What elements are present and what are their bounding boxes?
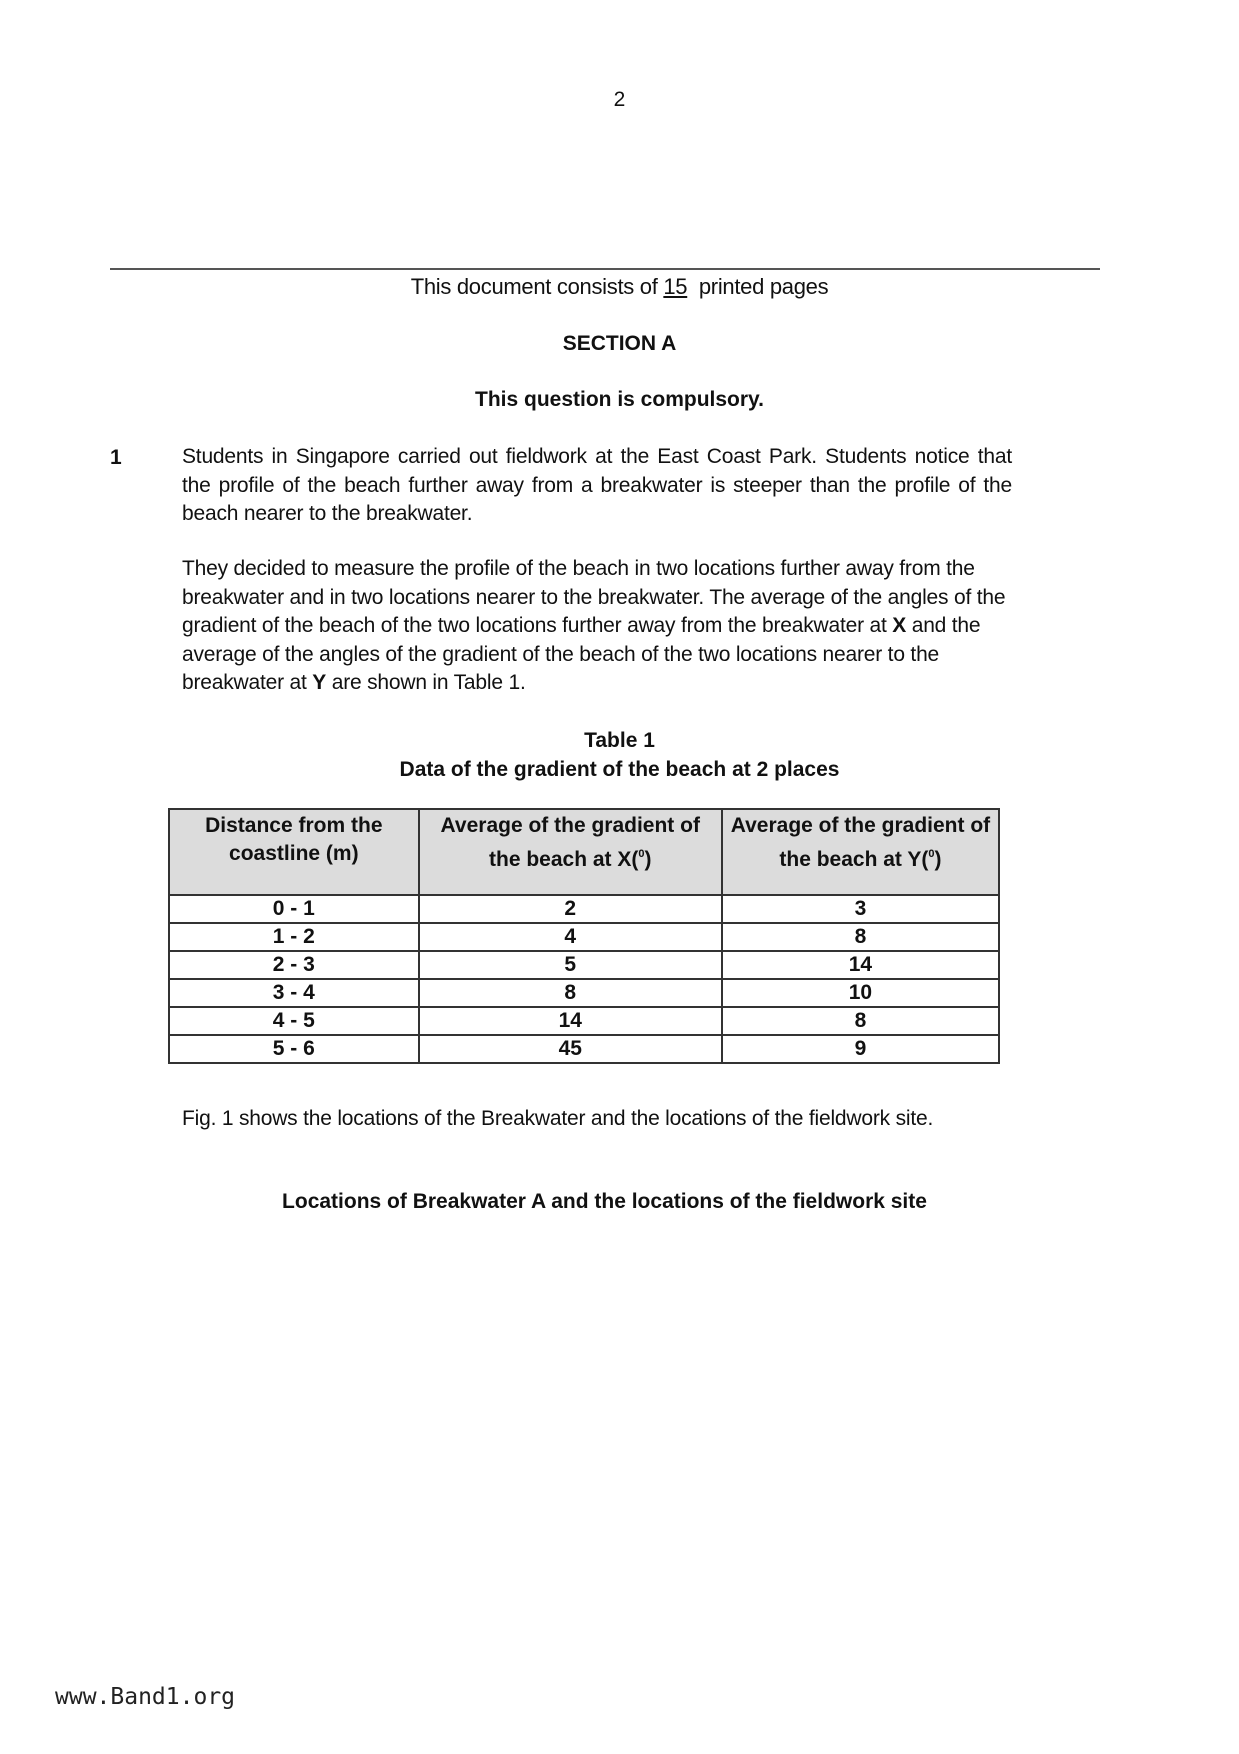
cell-gradient-x: 2 <box>419 895 722 923</box>
page-number: 2 <box>613 88 626 111</box>
cell-gradient-y: 8 <box>722 923 999 951</box>
cell-gradient-x: 4 <box>419 923 722 951</box>
table-row <box>169 1035 999 1063</box>
gradient-data-table <box>168 808 1000 1064</box>
header-close-paren: ) <box>934 848 942 871</box>
cell-gradient-y: 8 <box>722 1007 999 1035</box>
question-paragraph-3: Fig. 1 shows the locations of the Breakwater and the locations of the fieldwork site. <box>182 1107 934 1130</box>
paragraph-2-text-a: They decided to measure the profile of the beach in two locations further away from the breakwater and in two locations nearer to the breakwater. The average of the angles of the gradient of the beach of the two locations further away from the breakwater at <box>182 557 1006 637</box>
cell-gradient-x: 8 <box>419 979 722 1007</box>
header-gradient-x-text: Average of the gradient of the beach at X( <box>440 814 700 871</box>
cell-gradient-y: 14 <box>722 951 999 979</box>
footer-watermark: www.Band1.org <box>55 1684 236 1710</box>
table-title: Data of the gradient of the beach at 2 places <box>399 758 840 781</box>
cell-distance: 5 - 6 <box>169 1035 419 1063</box>
cell-distance: 3 - 4 <box>169 979 419 1007</box>
cell-gradient-x: 14 <box>419 1007 722 1035</box>
header-gradient-y-text: Average of the gradient of the beach at Y( <box>730 814 991 871</box>
doc-pages-count: 15 <box>663 274 688 299</box>
cell-gradient-y: 9 <box>722 1035 999 1063</box>
header-distance-text: Distance from the coastline (m) <box>205 814 383 865</box>
cell-distance: 2 - 3 <box>169 951 419 979</box>
question-paragraph-1: Students in Singapore carried out fieldwork at the East Coast Park. Students notice that the profile of the beach further away from a breakwater is steeper than the profile of the beach nearer to the breakwater. <box>182 445 1012 525</box>
doc-pages-prefix: This document consists of <box>410 274 664 299</box>
question-paragraph-2 <box>182 555 1012 698</box>
table-row <box>169 979 999 1007</box>
cell-gradient-y: 10 <box>722 979 999 1007</box>
degree-sup: 0 <box>928 848 935 860</box>
cell-gradient-x: 5 <box>419 951 722 979</box>
degree-sup: 0 <box>638 848 645 860</box>
location-x-label: X <box>892 614 907 637</box>
question-number: 1 <box>110 446 122 469</box>
section-title: SECTION A <box>562 332 677 355</box>
table-row <box>169 1007 999 1035</box>
document-page-count-note <box>0 274 1239 300</box>
header-gradient-x <box>419 809 722 895</box>
cell-gradient-x: 45 <box>419 1035 722 1063</box>
table-header-row <box>169 809 999 895</box>
header-gradient-y <box>722 809 999 895</box>
location-y-label: Y <box>312 671 327 694</box>
section-instruction: This question is compulsory. <box>475 388 764 411</box>
cell-gradient-y: 3 <box>722 895 999 923</box>
cell-distance: 4 - 5 <box>169 1007 419 1035</box>
figure-title: Locations of Breakwater A and the locations of the fieldwork site <box>282 1190 927 1213</box>
table-caption <box>0 726 1239 784</box>
doc-pages-suffix: printed pages <box>687 274 829 299</box>
table-row <box>169 895 999 923</box>
paragraph-2-text-b: and the average of the angles of the gradient of the beach of the two locations nearer to the breakwater at <box>182 614 981 694</box>
header-distance <box>169 809 419 895</box>
table-row <box>169 923 999 951</box>
header-divider <box>110 268 1100 270</box>
table-label: Table 1 <box>584 729 655 752</box>
cell-distance: 0 - 1 <box>169 895 419 923</box>
table-row <box>169 951 999 979</box>
paragraph-2-text-c: are shown in Table 1. <box>326 671 526 694</box>
cell-distance: 1 - 2 <box>169 923 419 951</box>
header-close-paren: ) <box>644 848 652 871</box>
